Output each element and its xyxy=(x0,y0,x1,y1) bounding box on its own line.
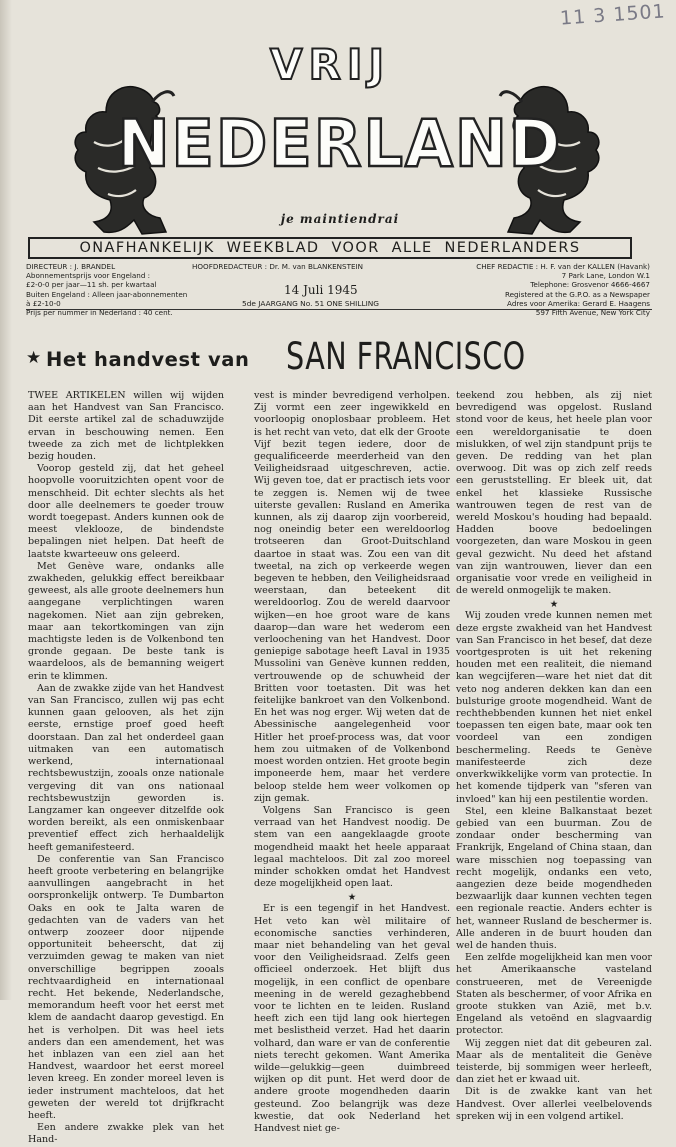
masthead-title-main: NEDERLAND xyxy=(117,105,563,182)
paragraph: Dit is de zwakke kant van het Handvest. Over allerlei veelbelovends spreken wij in een volgend artikel. xyxy=(456,1086,652,1122)
headline-main: SAN FRANCISCO xyxy=(286,335,526,378)
section-star-icon: ★ xyxy=(347,892,357,904)
paragraph: Met Genève ware, ondanks alle zwakheden, gelukkig effect bereikbaar geweest, als alle groote deelnemers hun aangegane verplichtingen waren nagekomen. Niet aan zijn gebreken, maar aan tekortkomingen van zijn machtigste leden is de Volkenbond ten gronde gegaan. De beste tank is waardeloos, als de bemanning weigert erin te klimmen. xyxy=(28,560,224,682)
paragraph: Volgens San Francisco is geen verraad van het Handvest noodig. De stem van een aangeklaagde groote mogendheid maakt het heele apparaat legaal machteloos. Dit zal zoo moreel minder schokken omdat het Handvest deze mogelijkheid open laat. xyxy=(254,804,450,890)
staff-right-line: Adres voor Amerika: Gerard E. Haagens xyxy=(507,298,650,308)
staff-right-line: Registered at the G.P.O. as a Newspaper xyxy=(504,289,650,299)
staff-right-line: CHEF REDACTIE : H. F. van der KALLEN (Havank) xyxy=(476,262,650,271)
paragraph: Voorop gesteld zij, dat het geheel hoopvolle vooruitzichten opent voor de menschheid. Dit echter slechts als het door alle deelnemers te goeder trouw wordt toegepast. Anders kunnen ook de meest vleklooze, de bindendste bepalingen niet helpen. Dat heeft de laatste kwarteeuw ons geleerd. xyxy=(28,463,224,560)
paragraph: Er is een tegengif in het Handvest. Het veto kan wèl militaire of economische sancties verhinderen, maar niet behandeling van het geval voor den Veiligheidsraad. Zelfs geen officieel onderzoek. Het blijft dus mogelijk, in een conflict de openbare meening in de wereld gezaghebbend voor te lichten en te leiden. Rusland heeft zich een tijd lang ook hiertegen met beslistheid verzet. Had het daarin volhard, dan ware er van de conferentie niets terecht gekomen. Want Amerika wilde—gelukkig—geen duimbreed wijken op dit punt. Het werd door de andere groote mogendheden daarin gesteund. Zoo belangrijk was deze kwestie, dat ook Nederland het Handvest niet ge- xyxy=(254,903,450,1134)
paragraph: vest is minder bevredigend verholpen. Zij vormt een zeer ingewikkeld en voorloopig onoplosbaar probleem. Het is het recht van veto, dat elk der Groote Vijf bezit tegen iedere, door de gequalificeerde meerderheid van den Veiligheidsraad uitgeschreven, actie. Wij geven toe, dat er practisch iets voor te zeggen is. Nemen wij de twee uiterste gevallen: Rusland en Amerika kunnen, als zij daarop zijn voorbereid, nog oneindig beter een wereldoorlog trotseeren dan Groot-Duitschland daartoe in staat was. Zou een van dit tweetal, na zich op verkeerde wegen begeven te hebben, den Veiligheidsraad weerstaan, dan beteekent dit wereldoorlog. Zou de wereld daarvoor wijken—en hoe groot ware de kans daarop—dan ware het wederom een verloochening van het Handvest. Door geniepige sabotage heeft Laval in 1935 Mussolini van Genève kunnen redden, vertrouwende op de schuwheid der Britten voor toetasten. Dit was het feitelijke bankroet van den Volkenbond. En het was nog erger. Wij weten dat de Abessinische aangelegenheid voor Hitler het proef-process was, dat voor hem zou uitmaken of de Volkenbond moest worden ontzien. Het groote begin imponeerde hem, maar het verdere beloop stelde hem weer volkomen op zijn gemak. xyxy=(254,390,450,804)
headline-lead: Het handvest van xyxy=(46,348,250,371)
issue-date: 14 Juli 1945 xyxy=(284,283,358,297)
article-column-1 xyxy=(28,390,224,1147)
staff-left-line: à £2-10-0 xyxy=(26,298,61,308)
article-headline xyxy=(26,337,652,377)
staff-left-line: £2-0-0 per jaar—11 sh. per kwartaal xyxy=(26,280,157,290)
star-icon: ★ xyxy=(26,348,42,368)
article-column-3 xyxy=(456,390,652,1123)
issue-number: 5de JAARGANG No. 51 ONE SHILLING xyxy=(242,299,380,308)
page-edge xyxy=(0,0,12,1000)
article-column-2 xyxy=(254,390,450,1135)
paragraph: Wij zouden vrede kunnen nemen met deze ergste zwakheid van het Handvest van San Francisco in het besef, dat deze voortgesproten is uit het rekening houden met een realiteit, die niemand kan wegcijferen—ware het niet dat dit veto nog anderen dekken kan dan een bulsturige groote mogendheid. Want de rechthebbenden kunnen het niet enkel toepassen ten eigen bate, maar ook ten voordeel van een zondigen beschermeling. Reeds te Genève manifesteerde zich deze onverkwikkelijke vorm van protectie. In het komende tijdperk van "sferen van invloed" kan hij een pestilentie worden. xyxy=(456,610,652,805)
masthead-banner: ONAFHANKELIJK WEEKBLAD VOOR ALLE NEDERLANDERS xyxy=(28,237,632,259)
paragraph: teekend zou hebben, als zij niet bevredigend was opgelost. Rusland stond voor de keus, het heele plan voor een wereldorganisatie te doen mislukken, of wel zijn standpunt prijs te geven. De redding van het plan overwoog. Dit was op zich zelf reeds een geruststelling. Er bleek uit, dat enkel het klassieke Russische wantrouwen tegen de rest van de wereld Moskou's houding had bepaald. Hadden boove bedoelingen voorgezeten, dan ware Moskou in geen geval gezwicht. Nu deed het afstand van zijn wantrouwen, liever dan een organisatie voor vrede en veiligheid in de wereld onmogelijk te maken. xyxy=(456,390,652,597)
paragraph: Stel, een kleine Balkanstaat bezet gebied van een buurman. Zou de zondaar onder bescherming van Frankrijk, Engeland of China staan, dan ware misschien nog toepassing van recht mogelijk, ondanks een veto, aangezien deze beide mogendheden bezwaarlijk daar kunnen vechten tegen een regionale reactie. Anders echter is het, wanneer Rusland de beschermer is. Alle anderen in de buurt houden dan wel de handen thuis. xyxy=(456,805,652,951)
paragraph: Een andere zwakke plek van het Hand- xyxy=(28,1122,224,1146)
staff-right-line: 7 Park Lane, London W.1 xyxy=(561,271,650,281)
section-star-icon: ★ xyxy=(549,599,559,611)
masthead-motto: je maintiendrai xyxy=(280,212,400,226)
paragraph: Wij zeggen niet dat dit gebeuren zal. Maar als de mentaliteit die Genève teisterde, bij sommigen weer herleeft, dan ziet het er kwaad uit. xyxy=(456,1037,652,1086)
staff-left-line: Abonnementsprijs voor Engeland : xyxy=(26,271,151,281)
staff-left-line: DIRECTEUR : J. BRANDEL xyxy=(26,262,116,271)
paragraph: TWEE ARTIKELEN willen wij wijden aan het Handvest van San Francisco. Dit eerste artikel zal de schaduwzijde ervan in beschouwing nemen. Een tweede za zich met de lichtplekken bezig houden. xyxy=(28,390,224,463)
paragraph: De conferentie van San Francisco heeft groote verbetering en belangrijke aanvullingen aangebracht in het oorspronkelijk ontwerp. Te Dumbarton Oaks en ook te Jalta waren de gedachten van de vaders van het ontwerp zoozeer door nijpende opportuniteit beheerscht, dat zij verzuimden gewag te maken van niet onverschillige begrippen zooals rechtvaardigheid en internationaal recht. Het bekende, Nederlandsche, memorandum heeft voor het eerst met klem de aandacht daarop gevestigd. En het is verholpen. Dit was heel iets anders dan een amendement, het was het inblazen van een ziel aan het Handvest, waardoor het eerst moreel leven kreeg. En zonder moreel leven is ieder instrument machteloos, dat het geweten der wereld tot drijfkracht heeft. xyxy=(28,853,224,1121)
staff-right-line: Telephone: Grosvenor 4666-4667 xyxy=(530,280,650,290)
staff-left-line: Buiten Engeland : Alleen jaar-abonnementen xyxy=(26,289,188,299)
handwritten-annotation: 11 3 1501 xyxy=(559,0,667,30)
staff-right-line: 597 Fifth Avenue, New York City xyxy=(535,308,650,318)
masthead-title-top: VRIJ xyxy=(270,40,391,89)
paragraph: Aan de zwakke zijde van het Handvest van San Francisco, zullen wij pas echt kunnen gaan gelooven, als het zijn eerste, ernstige proef goed heeft doorstaan. Dan zal het onderdeel gaan uitmaken van een automatisch werkend, internationaal rechtsbewustzijn, zooals onze nationale vergeving dit van ons nationaal rechtsbewustzijn geworden is. Langzamer kan ongeever ditzelfde ook worden bereikt, als een onmiskenbaar preventief effect zich herhaaldelijk heeft gemanifesteerd. xyxy=(28,682,224,853)
staff-left-line: Prijs per nummer in Nederland : 40 cent. xyxy=(26,308,173,318)
masthead-rule xyxy=(26,309,652,310)
chief-editor: HOOFDREDACTEUR : Dr. M. van BLANKENSTEIN xyxy=(192,262,364,271)
paragraph: Een zelfde mogelijkheid kan men voor het Amerikaansche vasteland construeeren, met de Vereenigde Staten als beschermer, of voor Afrika en groote stukken van Azië, met b.v. Engeland als vetoënd en slagvaardig protector. xyxy=(456,952,652,1037)
